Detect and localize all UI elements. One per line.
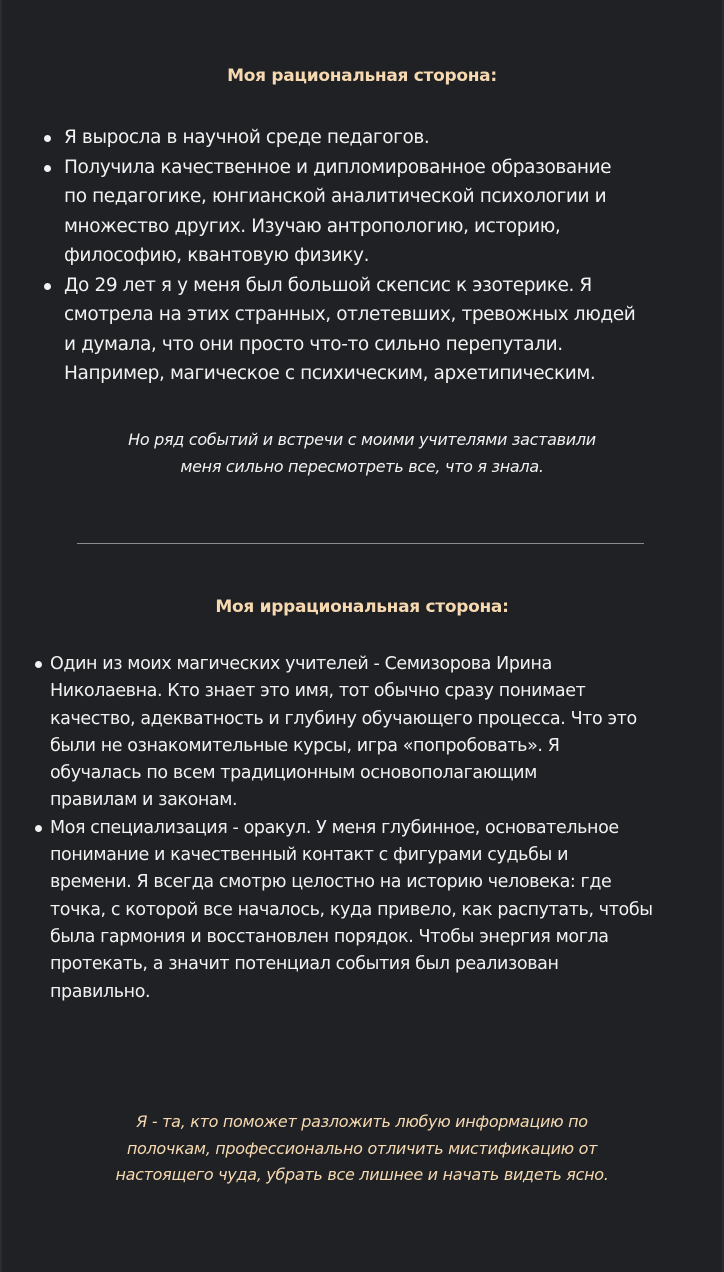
closing-statement: Я - та, кто поможет разложить любую информацию по полочкам, профессионально отличить мистификацию от настоящего чуда, убрать все лишнее и начать видеть ясно. xyxy=(115,1112,609,1184)
rational-list xyxy=(64,123,635,389)
list-item: До 29 лет я у меня был большой скепсис к эзотерике. Я смотрела на этих странных, отлетевших, тревожных людей и думала, что они просто что-то сильно перепутали. Например, магическое с психическим, архетипическим. xyxy=(64,271,635,389)
list-item: Получила качественное и дипломированное образование по педагогике, юнгианской аналитической психологии и множество других. Изучаю антропологию, историю, философию, квантовую физику. xyxy=(64,153,635,271)
section-title-rational: Моя рациональная сторона: xyxy=(227,66,497,86)
irrational-list xyxy=(50,651,653,1006)
list-item: Один из моих магических учителей - Семизорова Ирина Николаевна. Кто знает это имя, тот обычно сразу понимает качество, адекватность и глубину обучающего процесса. Что это были не ознакомительные курсы, игра «попробовать». Я обучалась по всем традиционным основополагающим правилам и законам. xyxy=(50,651,653,815)
divider xyxy=(77,543,644,544)
list-item: Моя специализация - оракул. У меня глубинное, основательное понимание и качественный контакт с фигурами судьбы и времени. Я всегда смотрю целостно на историю человека: где точка, с которой все началось, куда привело, как распутать, чтобы была гармония и восстановлен порядок. Чтобы энергия могла протекать, а значит потенциал события был реализован правильно. xyxy=(50,815,653,1006)
list-item: Я выросла в научной среде педагогов. xyxy=(64,123,635,153)
rational-note: Но ряд событий и встречи с моими учителями заставили меня сильно пересмотреть все, что я знала. xyxy=(128,430,596,476)
section-title-irrational: Моя иррациональная сторона: xyxy=(215,597,509,617)
